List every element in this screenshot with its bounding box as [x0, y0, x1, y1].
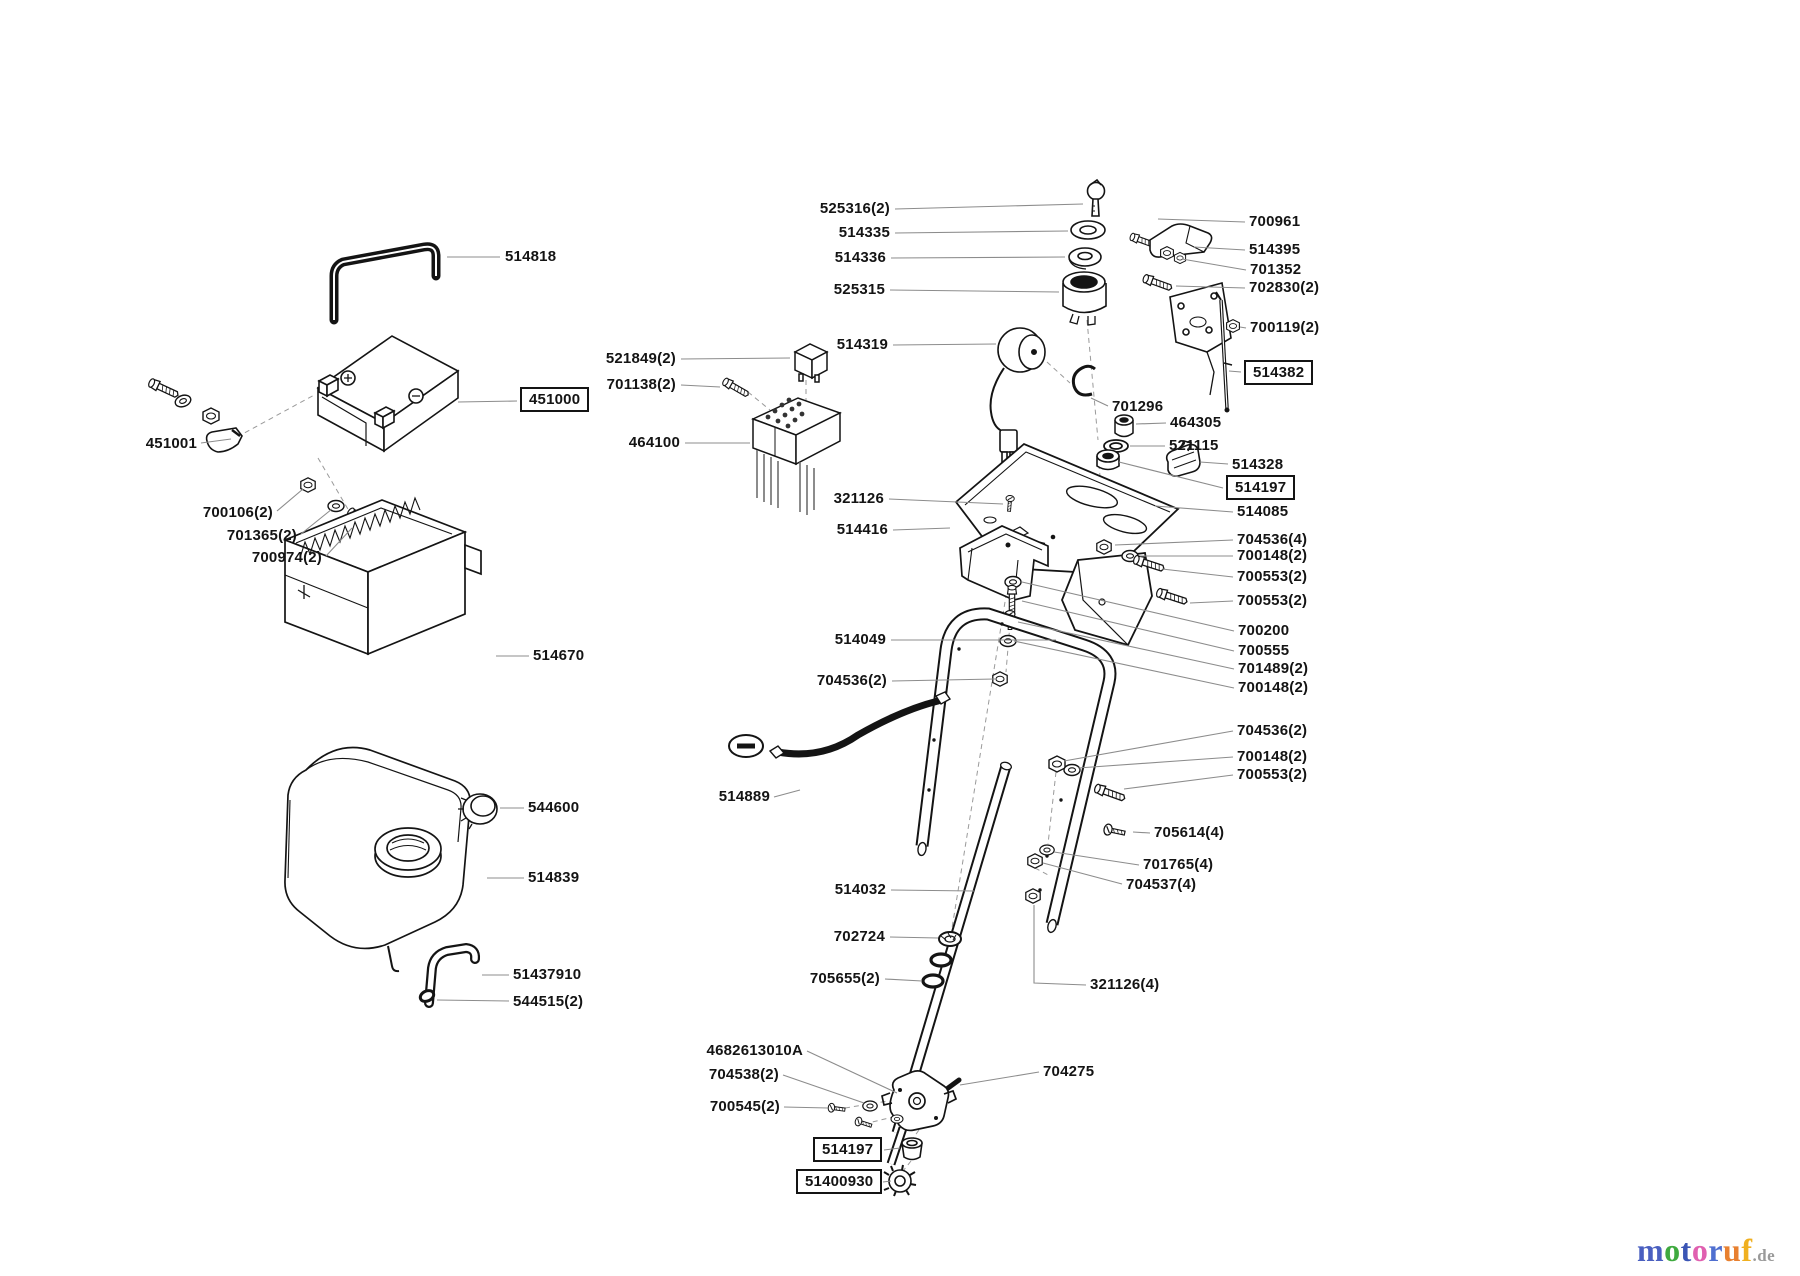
part-label-51437910: 51437910: [513, 966, 582, 983]
part-label-702830-2: 702830(2): [1249, 279, 1320, 296]
part-label-451000: 451000: [520, 387, 589, 412]
watermark-letter: t: [1680, 1232, 1692, 1268]
part-label-514335: 514335: [838, 224, 890, 241]
part-label-521115: 521115: [1169, 437, 1219, 454]
part-label-451001: 451001: [145, 435, 197, 452]
part-label-525315: 525315: [833, 281, 885, 298]
part-label-704536-2-a: 704536(2): [816, 672, 887, 689]
motoruf-logo-domain: .de: [1752, 1246, 1776, 1265]
part-label-51400930: 51400930: [796, 1169, 882, 1194]
part-label-514382: 514382: [1244, 360, 1313, 385]
part-label-514416: 514416: [836, 521, 888, 538]
watermark-letter: r: [1708, 1232, 1724, 1268]
part-label-700961: 700961: [1249, 213, 1301, 230]
part-label-704538-2: 704538(2): [708, 1066, 779, 1083]
part-label-514839: 514839: [528, 869, 580, 886]
part-label-514197-lower: 514197: [813, 1137, 882, 1162]
part-label-700553-2-c: 700553(2): [1237, 766, 1308, 783]
watermark-letter: u: [1723, 1232, 1742, 1268]
part-label-700553-2-b: 700553(2): [1237, 592, 1308, 609]
part-label-514319: 514319: [836, 336, 888, 353]
part-label-704275: 704275: [1043, 1063, 1095, 1080]
watermark-letter: m: [1637, 1232, 1665, 1268]
part-label-514818: 514818: [505, 248, 557, 265]
part-label-700148-2-a: 700148(2): [1237, 547, 1308, 564]
part-label-700148-2-c: 700148(2): [1237, 748, 1308, 765]
part-label-700119-2: 700119(2): [1250, 319, 1320, 336]
part-label-514197-upper: 514197: [1226, 475, 1295, 500]
part-label-700553-2-a: 700553(2): [1237, 568, 1308, 585]
part-label-464305: 464305: [1170, 414, 1222, 431]
part-label-701765-4: 701765(4): [1143, 856, 1214, 873]
watermark-letter: o: [1691, 1232, 1709, 1268]
part-label-705614-4: 705614(4): [1154, 824, 1225, 841]
part-label-701489-2: 701489(2): [1238, 660, 1309, 677]
part-label-700148-2-b: 700148(2): [1238, 679, 1309, 696]
part-label-701365-2: 701365(2): [226, 527, 297, 544]
part-label-514889: 514889: [718, 788, 770, 805]
part-label-704537-4: 704537(4): [1126, 876, 1197, 893]
motoruf-logo-letters: [1637, 1233, 1752, 1267]
part-label-702724: 702724: [833, 928, 885, 945]
part-label-514395: 514395: [1249, 241, 1301, 258]
part-label-704536-2-b: 704536(2): [1237, 722, 1308, 739]
part-label-700200: 700200: [1238, 622, 1290, 639]
part-label-700555: 700555: [1238, 642, 1290, 659]
part-label-521849-2: 521849(2): [605, 350, 676, 367]
part-label-544515-2: 544515(2): [513, 993, 584, 1010]
part-label-525316-2: 525316(2): [819, 200, 890, 217]
part-label-701296: 701296: [1112, 398, 1164, 415]
part-label-704536-4: 704536(4): [1237, 531, 1308, 548]
part-label-4682613010A: 4682613010A: [706, 1042, 803, 1059]
part-label-701138-2: 701138(2): [606, 376, 676, 393]
part-label-514328: 514328: [1232, 456, 1284, 473]
part-label-321126-4: 321126(4): [1090, 976, 1160, 993]
watermark-letter: o: [1664, 1232, 1681, 1268]
part-label-700106-2: 700106(2): [202, 504, 273, 521]
part-label-514085: 514085: [1237, 503, 1289, 520]
part-label-544600: 544600: [528, 799, 580, 816]
part-label-514049: 514049: [834, 631, 886, 648]
part-label-321126: 321126: [833, 490, 884, 507]
part-label-514336: 514336: [834, 249, 886, 266]
part-label-700545-2: 700545(2): [709, 1098, 780, 1115]
part-label-514670: 514670: [533, 647, 585, 664]
part-label-705655-2: 705655(2): [809, 970, 880, 987]
motoruf-logo[interactable]: [1637, 1233, 1775, 1273]
part-label-700974-2: 700974(2): [251, 549, 322, 566]
part-label-464100: 464100: [628, 434, 680, 451]
part-label-514032: 514032: [834, 881, 886, 898]
part-label-701352: 701352: [1250, 261, 1302, 278]
watermark-letter: f: [1741, 1232, 1753, 1268]
